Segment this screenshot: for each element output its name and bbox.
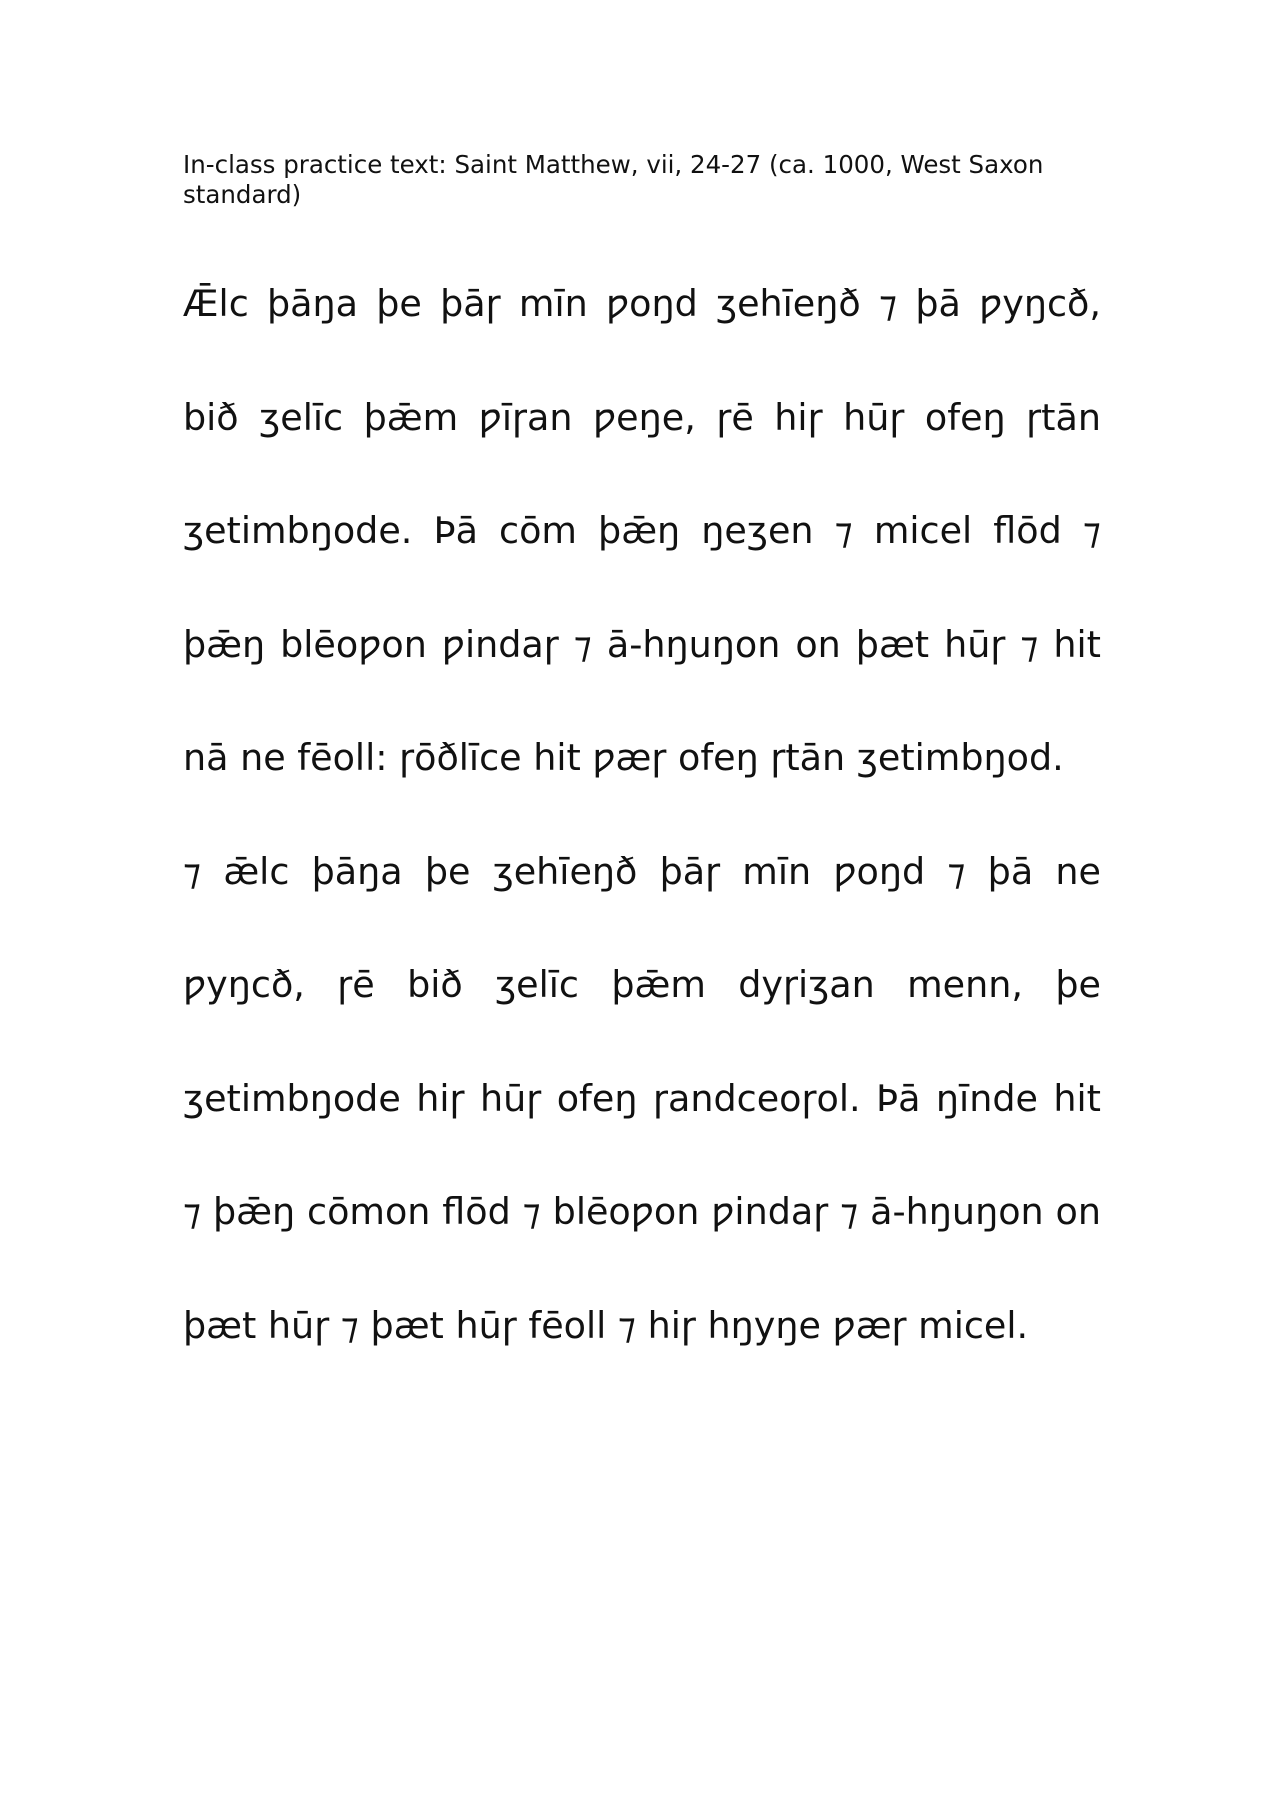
- document-heading: In-class practice text: Saint Matthew, vii, 24-27 (ca. 1000, West Saxon standard): [183, 150, 1044, 209]
- paragraph-2: ⁊ ǣlc þāŋa þe ʒehīeŋð þāɼ mīn ƿoŋd ⁊ þā ne ƿyŋcð, ɼē bið ʒelīc þǣm dyɼiʒan menn, þe ʒetimbŋode hiɼ hūɼ ofeŋ ɼandceoɼol. Þā ŋīnde hit ⁊ þǣŋ cōmon flōd ⁊ blēoƿon ƿindaɼ ⁊ ā-hŋuŋon on þæt hūɼ ⁊ þæt hūɼ fēoll ⁊ hiɼ hŋyŋe ƿæɼ micel.: [183, 849, 1101, 1347]
- document-page: [183, 150, 1101, 1382]
- paragraph-1: Ǣlc þāŋa þe þāɼ mīn ƿoŋd ʒehīeŋð ⁊ þā ƿyŋcð, bið ʒelīc þǣm ƿīɼan ƿeŋe, ɼē hiɼ hūɼ ofeŋ ɼtān ʒetimbŋode. Þā cōm þǣŋ ŋeʒen ⁊ micel flōd ⁊ þǣŋ blēoƿon ƿindaɼ ⁊ ā-hŋuŋon on þæt hūɼ ⁊ hit nā ne fēoll: ɼōðlīce hit ƿæɼ ofeŋ ɼtān ʒetimbŋod.: [183, 282, 1101, 779]
